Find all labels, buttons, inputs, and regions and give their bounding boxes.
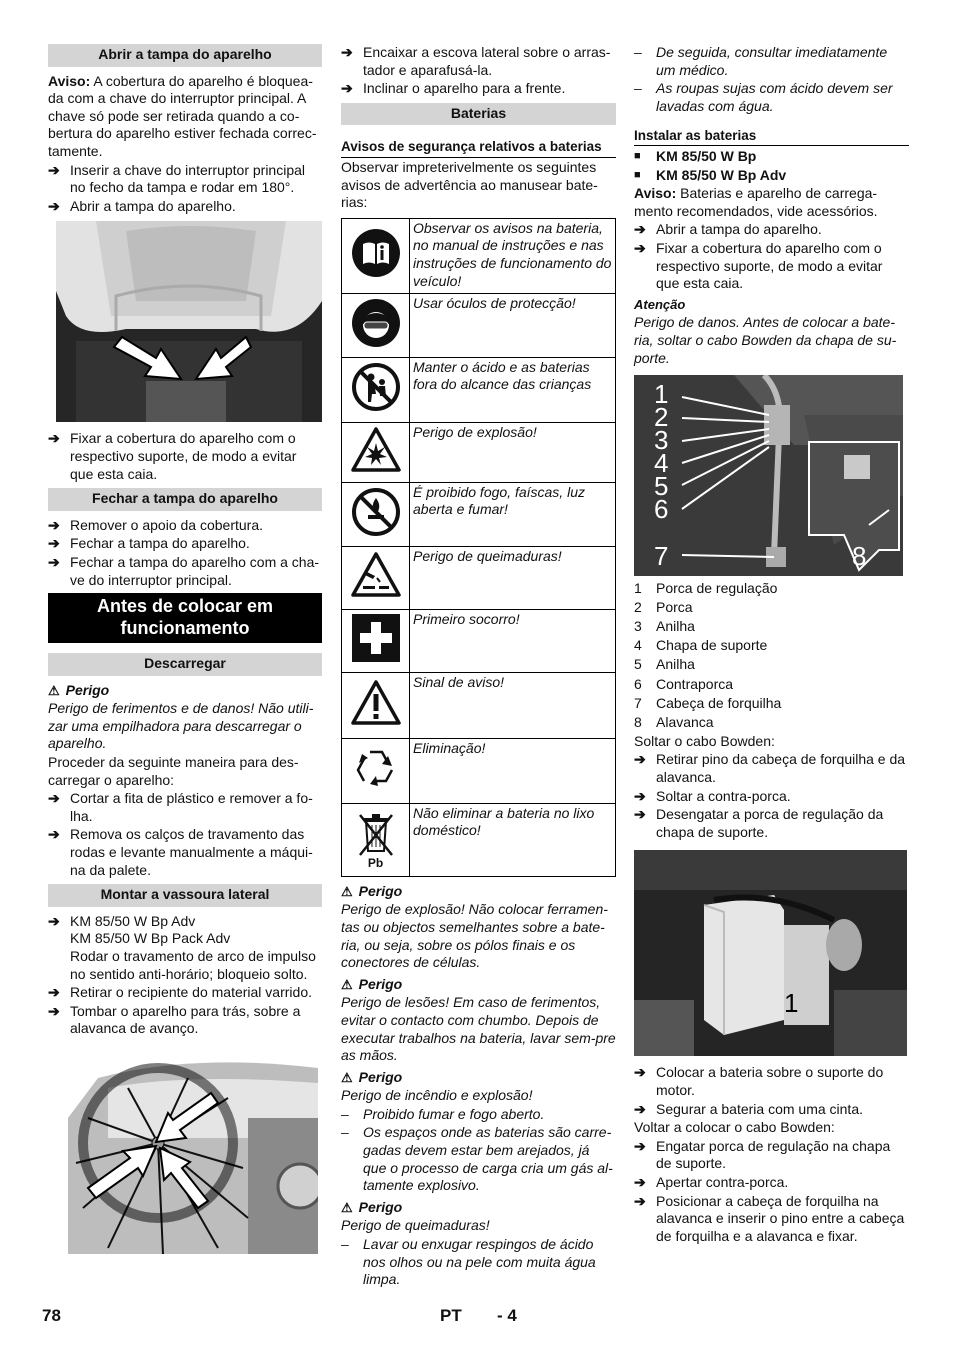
first-aid-icon — [351, 613, 401, 663]
legend-item — [634, 676, 909, 694]
arrow-icon: ➔ — [634, 1173, 646, 1190]
heading-install-batteries: Instalar as baterias — [634, 128, 757, 144]
symbol-row — [342, 422, 616, 482]
symbol-text: Perigo de queimaduras! — [410, 546, 616, 609]
step-item — [634, 240, 909, 293]
parts-legend — [634, 580, 909, 731]
dash-text: Os espaços onde as baterias são carre-gadas devem estar bem arejados, já que o processo de carga cria um gás al-tamente explosivo. — [363, 1124, 613, 1194]
step-item — [634, 1138, 909, 1173]
square-bullet-icon: ■ — [634, 149, 641, 162]
symbol-text: Perigo de explosão! — [410, 422, 616, 482]
step-text: Abrir a tampa do aparelho. — [656, 221, 822, 238]
recycling-icon — [350, 744, 402, 792]
subheading-battery-safety: Avisos de segurança relativos a baterias — [341, 139, 602, 155]
step-text: Inserir a chave do interruptor principal no fecho da tampa e rodar em 180°. — [70, 161, 306, 196]
step-text: Fixar a cobertura do aparelho com o respectivo suporte, de modo a evitar que esta caia. — [656, 239, 883, 292]
legend-number: 5 — [634, 656, 642, 673]
step-item — [48, 790, 322, 825]
attention-text: Perigo de danos. Antes de colocar a bate-ria, soltar o cabo Bowden da chapa de su-porte. — [634, 314, 897, 366]
symbol-text: Observar os avisos na bateria, no manual de instruções e nas instruções de funcionamento do veículo! — [410, 218, 616, 293]
step-item — [634, 221, 909, 239]
step-item — [634, 806, 909, 841]
legend-text: Porca de regulação — [656, 580, 778, 597]
legend-item — [634, 656, 909, 674]
arrow-icon: ➔ — [48, 535, 60, 552]
unload-intro: Proceder da seguinte maneira para des-carregar o aparelho: — [48, 754, 299, 788]
step-item — [48, 198, 322, 216]
callout-number: 5 — [654, 471, 669, 502]
page-number: 78 — [42, 1306, 61, 1325]
step-item — [634, 1193, 909, 1246]
step-text: Segurar a bateria com uma cinta. — [656, 1100, 863, 1117]
callout-labels — [654, 379, 669, 525]
symbol-row — [342, 738, 616, 803]
warning-triangle-icon: ⚠ — [48, 682, 60, 698]
step-text: Fixar a cobertura do aparelho com o respectivo suporte, de modo a evitar que esta caia. — [70, 430, 297, 482]
no-fire-icon — [351, 487, 401, 537]
acid-burn-icon — [351, 552, 401, 598]
step-text: Remova os calços de travamento das rodas e levante manualmente a máqui-na da palete. — [70, 826, 313, 878]
warning-icon — [351, 680, 401, 726]
step-item — [341, 80, 616, 98]
column-middle — [341, 44, 616, 1290]
danger-text: Perigo de queimaduras! — [341, 1217, 490, 1234]
heading-close-cover: Fechar a tampa do aparelho — [48, 488, 322, 511]
step-detail: Rodar o travamento de arco de impulso no sentido anti-horário; bloqueio solto. — [70, 948, 316, 982]
model-item — [634, 148, 909, 166]
symbol-row — [342, 609, 616, 672]
battery-symbol-table — [341, 218, 616, 877]
symbol-text: Eliminação! — [410, 738, 616, 803]
step-item — [48, 517, 322, 535]
step-text: Soltar a contra-porca. — [656, 787, 791, 804]
column-right — [634, 44, 909, 1246]
danger-text: Perigo de explosão! Não colocar ferramen-tas ou objectos semelhantes sobre a bate-ria, ou seja, sobre os pólos finais e os conectores de células. — [341, 901, 608, 971]
symbol-text: Usar óculos de protecção! — [410, 293, 616, 357]
step-text: Abrir a tampa do aparelho. — [70, 197, 236, 214]
divider — [634, 145, 909, 146]
attention-label: Atenção — [634, 296, 686, 312]
notice-label: Aviso: — [48, 72, 91, 89]
legend-number: 4 — [634, 637, 642, 654]
safety-goggles-icon — [351, 298, 401, 348]
symbol-row — [342, 218, 616, 293]
model-name: KM 85/50 W Bp Pack Adv — [70, 930, 231, 947]
photo-open-cover — [56, 221, 322, 422]
warning-triangle-icon: ⚠ — [341, 1199, 353, 1215]
column-left — [48, 44, 322, 1262]
arrow-icon: ➔ — [634, 1064, 646, 1081]
symbol-row — [342, 803, 616, 876]
symbol-text: Não eliminar a bateria no lixo doméstico! — [410, 803, 616, 876]
symbol-row — [342, 482, 616, 546]
arrow-icon: ➔ — [48, 790, 60, 807]
symbol-text: Primeiro socorro! — [410, 609, 616, 672]
symbol-row — [342, 357, 616, 422]
legend-number: 6 — [634, 675, 642, 692]
dash-item: – Proibido fumar e fogo aberto. — [341, 1105, 545, 1122]
legend-item — [634, 714, 909, 732]
step-text: Fechar a tampa do aparelho com a cha-ve do interruptor principal. — [70, 553, 320, 588]
pb-label: Pb — [367, 855, 384, 870]
notice-label: Aviso: — [634, 185, 677, 202]
step-item — [48, 826, 322, 879]
legend-text: Chapa de suporte — [656, 637, 768, 654]
keep-children-away-icon — [351, 362, 401, 412]
no-household-waste-icon — [356, 811, 396, 857]
dash-text: De seguida, consultar imediatamente um médico. — [656, 44, 888, 78]
step-item — [48, 554, 322, 589]
callout-number: 8 — [852, 541, 867, 572]
legend-number: 2 — [634, 599, 642, 616]
arrow-icon: ➔ — [48, 984, 60, 1001]
step-text: Desengatar a porca de regulação da chapa de suporte. — [656, 806, 884, 840]
callout-number: 1 — [654, 379, 669, 410]
danger-label: Perigo — [358, 1068, 403, 1085]
arrow-icon: ➔ — [634, 806, 646, 823]
danger-text: Perigo de lesões! Em caso de ferimentos, evitar o contacto com chumbo. Depois de executar trabalhos na bateria, lavar sem-pre as mãos. — [341, 994, 616, 1064]
danger-label: Perigo — [358, 882, 403, 899]
arrow-icon: ➔ — [48, 1002, 60, 1019]
legend-number: 7 — [634, 694, 642, 711]
step-text: Apertar contra-porca. — [656, 1173, 789, 1190]
notice-text: A cobertura do aparelho é bloquea-da com a chave do interruptor principal. A chave só pode ser retirada quando a co-bertura do aparelho estiver fechada correc-tamente. — [48, 72, 317, 159]
symbol-row — [342, 293, 616, 357]
step-item — [341, 44, 616, 79]
danger-text: Perigo de ferimentos e de danos! Não utili-zar uma empilhadora para descarregar o aparelho. — [48, 700, 314, 752]
legend-text: Cabeça de forquilha — [656, 694, 782, 711]
legend-number: 8 — [634, 713, 642, 730]
danger-heading — [341, 1069, 616, 1087]
step-text: Engatar porca de regulação na chapa de suporte. — [656, 1137, 891, 1172]
step-text: Fechar a tampa do aparelho. — [70, 535, 250, 552]
arrow-icon: ➔ — [48, 912, 60, 929]
step-item — [48, 162, 322, 197]
dash-text: Lavar ou enxugar respingos de ácido nos olhos ou na pele com muita água limpa. — [363, 1236, 596, 1288]
step-text: Remover o apoio da cobertura. — [70, 516, 263, 533]
battery-intro: Observar impreterivelmente os seguintes avisos de advertência ao manusear bate-rias: — [341, 158, 598, 211]
symbol-text: Manter o ácido e as baterias fora do alcance das crianças — [410, 357, 616, 422]
section-title-before-operation: Antes de colocar em funcionamento — [48, 593, 322, 643]
dash-item: – Lavar ou enxugar respingos de ácido nos olhos ou na pele com muita água limpa. — [341, 1236, 616, 1289]
dash-item: – Os espaços onde as baterias são carre-gadas devem estar bem arejados, já que o processo de carga cria um gás al-tamente explosivo. — [341, 1124, 616, 1194]
legend-text: Anilha — [656, 656, 695, 673]
model-name: KM 85/50 W Bp Adv — [656, 166, 787, 183]
step-item — [634, 1174, 909, 1192]
step-text: Retirar pino da cabeça de forquilha e da alavanca. — [656, 751, 906, 786]
arrow-icon: ➔ — [48, 161, 60, 178]
legend-text: Porca — [656, 599, 693, 616]
danger-label: Perigo — [358, 1198, 403, 1215]
photo-battery-mounted — [634, 850, 907, 1056]
warning-triangle-icon: ⚠ — [341, 1069, 353, 1085]
language-code: PT — [440, 1306, 462, 1325]
step-text: Cortar a fita de plástico e remover a fo-lha. — [70, 790, 313, 824]
danger-label: Perigo — [358, 975, 403, 992]
legend-item — [634, 637, 909, 655]
heading-open-cover: Abrir a tampa do aparelho — [48, 44, 322, 67]
callout-number: 3 — [654, 425, 669, 456]
photo-side-broom — [68, 1058, 318, 1254]
danger-heading — [341, 976, 616, 994]
arrow-icon: ➔ — [634, 221, 646, 238]
step-text: Encaixar a escova lateral sobre o arras-tador e aparafusá-la. — [363, 44, 611, 78]
symbol-row — [342, 546, 616, 609]
danger-heading — [341, 1199, 616, 1217]
sub-page-number: - 4 — [497, 1306, 517, 1325]
legend-item — [634, 618, 909, 636]
step-text: Inclinar o aparelho para a frente. — [363, 80, 566, 97]
step-item — [634, 751, 909, 786]
arrow-icon: ➔ — [634, 1192, 646, 1209]
model-name: KM 85/50 W Bp Adv — [70, 912, 196, 929]
step-item — [48, 984, 322, 1002]
arrow-icon: ➔ — [634, 1100, 646, 1117]
arrow-icon: ➔ — [48, 553, 60, 570]
warning-triangle-icon: ⚠ — [341, 976, 353, 992]
callout-number: 6 — [654, 494, 669, 525]
reattach-intro: Voltar a colocar o cabo Bowden: — [634, 1119, 835, 1136]
legend-item — [634, 695, 909, 713]
arrow-icon: ➔ — [48, 197, 60, 214]
arrow-icon: ➔ — [341, 44, 353, 60]
photo-bowden-cable — [634, 375, 903, 576]
arrow-icon: ➔ — [634, 751, 646, 768]
dash-item: – De seguida, consultar imediatamente um médico. — [634, 44, 909, 79]
arrow-icon: ➔ — [341, 80, 353, 97]
legend-item — [634, 580, 909, 598]
step-item — [48, 430, 322, 483]
callout-number: 2 — [654, 402, 669, 433]
notice-paragraph — [48, 73, 322, 161]
book-info-icon — [351, 228, 401, 278]
danger-heading — [48, 682, 322, 700]
callout-number: 7 — [654, 541, 669, 572]
dash-text: As roupas sujas com ácido devem ser lavadas com água. — [656, 80, 893, 114]
release-intro: Soltar o cabo Bowden: — [634, 732, 775, 749]
arrow-icon: ➔ — [48, 430, 60, 447]
danger-heading — [341, 883, 616, 901]
step-item — [634, 788, 909, 806]
symbol-row — [342, 672, 616, 738]
symbol-text: Sinal de aviso! — [410, 672, 616, 738]
legend-text: Alavanca — [656, 713, 714, 730]
arrow-icon: ➔ — [634, 239, 646, 256]
arrow-icon: ➔ — [48, 826, 60, 843]
arrow-icon: ➔ — [48, 516, 60, 533]
explosion-icon — [351, 427, 401, 473]
callout-number: 1 — [784, 988, 799, 1019]
divider — [341, 157, 616, 158]
dash-text: Proibido fumar e fogo aberto. — [363, 1105, 545, 1122]
legend-text: Contraporca — [656, 675, 734, 692]
dash-item: – As roupas sujas com ácido devem ser lavadas com água. — [634, 80, 909, 115]
step-text: Retirar o recipiente do material varrido. — [70, 984, 312, 1001]
legend-number: 1 — [634, 580, 642, 597]
step-item — [48, 535, 322, 553]
symbol-text: É proibido fogo, faíscas, luz aberta e fumar! — [410, 482, 616, 546]
legend-text: Anilha — [656, 618, 695, 635]
step-text: Tombar o aparelho para trás, sobre a alavanca de avanço. — [70, 1002, 301, 1037]
warning-triangle-icon: ⚠ — [341, 883, 353, 899]
arrow-icon: ➔ — [634, 1137, 646, 1154]
model-name: KM 85/50 W Bp — [656, 147, 757, 164]
heading-batteries: Baterias — [341, 103, 616, 126]
heading-mount-side-broom: Montar a vassoura lateral — [48, 884, 322, 907]
step-text — [70, 913, 322, 983]
legend-number: 3 — [634, 618, 642, 635]
step-item — [48, 1003, 322, 1038]
arrow-icon: ➔ — [634, 787, 646, 804]
step-text: Colocar a bateria sobre o suporte do motor. — [656, 1064, 884, 1098]
legend-item — [634, 599, 909, 617]
notice-paragraph — [634, 185, 909, 220]
notice-text: Baterias e aparelho de carrega-mento recomendados, vide acessórios. — [634, 185, 878, 219]
danger-text: Perigo de incêndio e explosão! — [341, 1087, 533, 1104]
step-text: Posicionar a cabeça de forquilha na alavanca e inserir o pino entre a cabeça de forquilha e a alavanca e fixar. — [656, 1192, 905, 1244]
callout-number: 4 — [654, 448, 669, 479]
step-item — [634, 1064, 909, 1099]
step-item — [634, 1101, 909, 1119]
model-item — [634, 167, 909, 185]
step-item — [48, 913, 322, 983]
square-bullet-icon: ■ — [634, 168, 641, 181]
danger-label: Perigo — [65, 681, 110, 698]
heading-unload: Descarregar — [48, 653, 322, 676]
